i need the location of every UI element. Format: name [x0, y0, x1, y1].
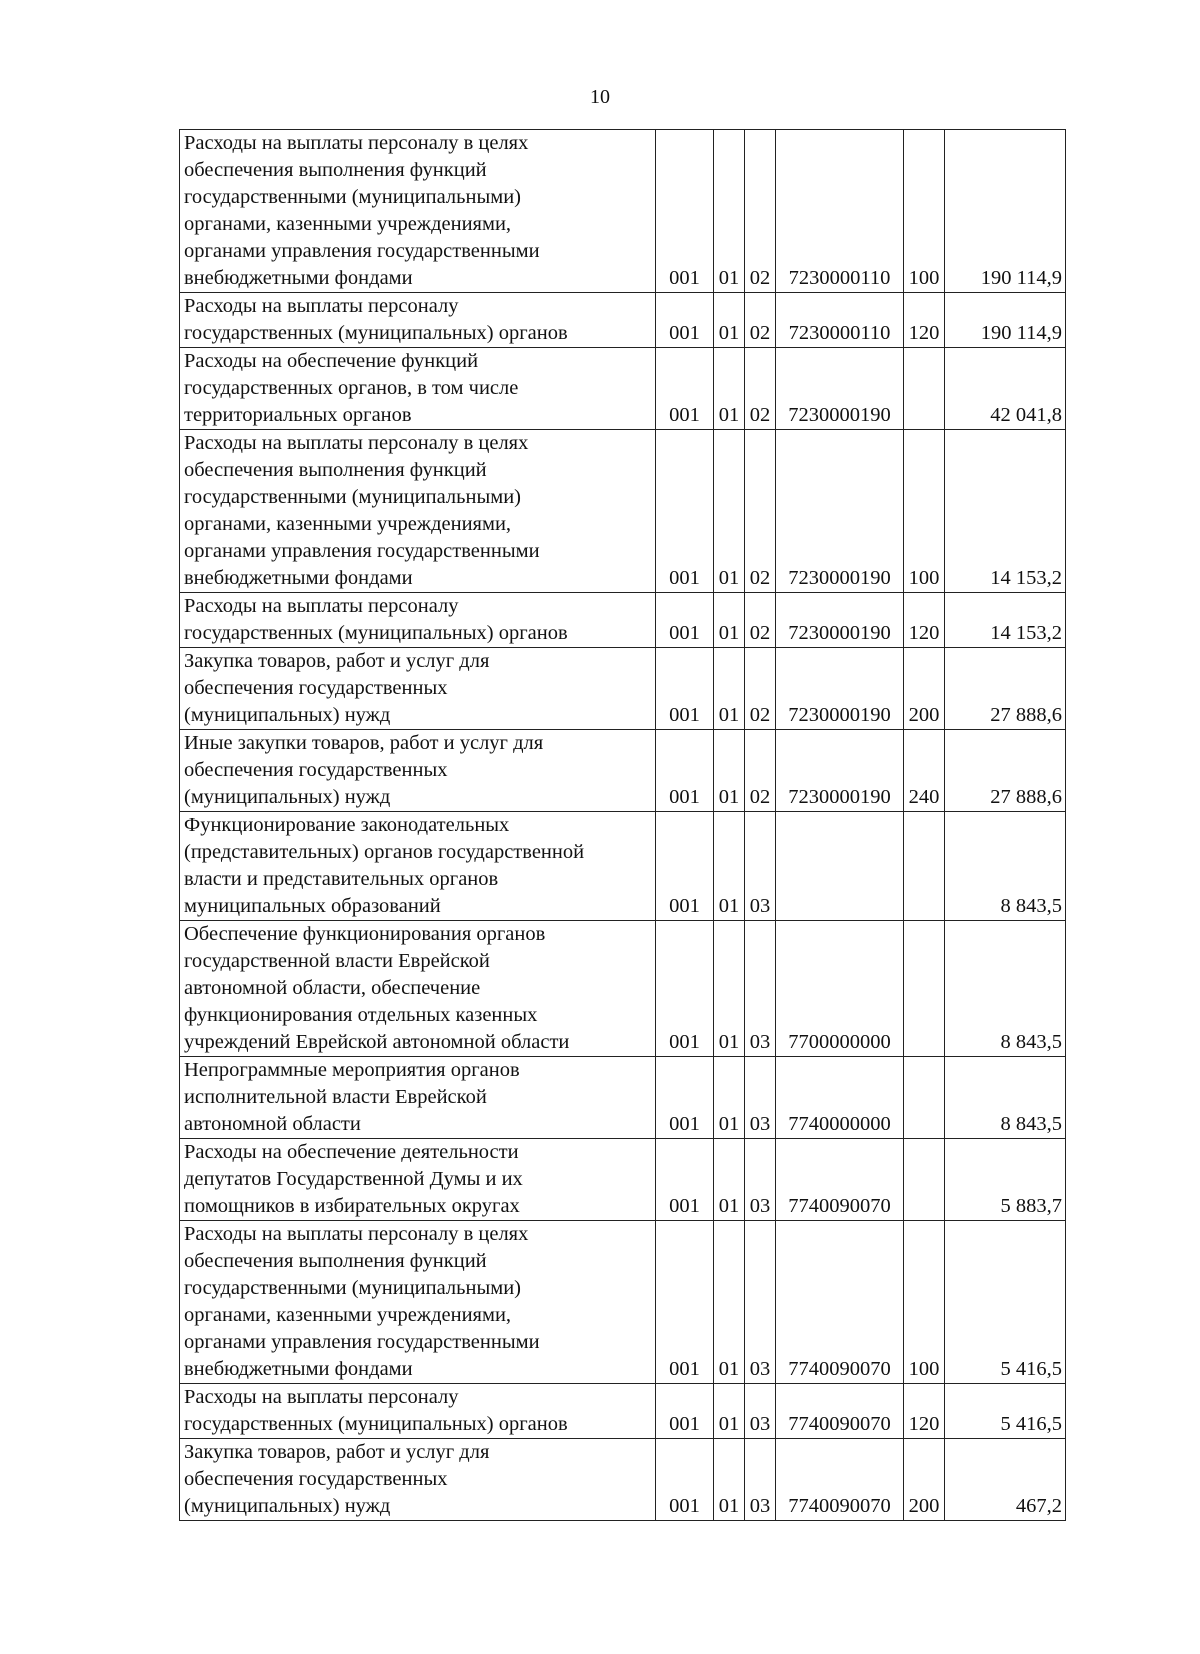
subsection-code-cell: 03	[745, 1384, 776, 1439]
expense-type-cell: 100	[904, 130, 945, 293]
item-name-line: помощников в избирательных округах	[184, 1195, 520, 1217]
target-article-cell: 7740090070	[776, 1384, 904, 1439]
expense-type-cell: 100	[904, 1221, 945, 1384]
table-row	[180, 812, 1066, 921]
item-name-line: муниципальных образований	[184, 895, 441, 917]
item-name-cell	[180, 593, 656, 648]
item-name-line: обеспечения государственных	[184, 1468, 448, 1490]
ved-code-cell: 001	[656, 1439, 714, 1521]
item-name-cell	[180, 348, 656, 430]
item-name-line: Обеспечение функционирования органов	[184, 923, 546, 945]
budget-table-body	[180, 130, 1066, 1521]
item-name-line: органами управления государственными	[184, 1331, 540, 1353]
table-row	[180, 1221, 1066, 1384]
item-name-line: (муниципальных) нужд	[184, 704, 391, 726]
section-code-cell: 01	[714, 921, 745, 1057]
section-code-cell: 01	[714, 593, 745, 648]
item-name-line: органами управления государственными	[184, 240, 540, 262]
item-name-line: органами управления государственными	[184, 540, 540, 562]
section-code-cell: 01	[714, 293, 745, 348]
subsection-code-cell: 02	[745, 593, 776, 648]
table-row	[180, 1057, 1066, 1139]
subsection-code-cell: 02	[745, 730, 776, 812]
section-code-cell: 01	[714, 648, 745, 730]
expense-type-cell	[904, 1139, 945, 1221]
item-name-line: государственными (муниципальными)	[184, 486, 521, 508]
table-row	[180, 921, 1066, 1057]
ved-code-cell: 001	[656, 730, 714, 812]
item-name-line: обеспечения выполнения функций	[184, 1250, 487, 1272]
subsection-code-cell: 03	[745, 1221, 776, 1384]
amount-cell: 5 883,7	[945, 1139, 1066, 1221]
target-article-cell	[776, 812, 904, 921]
ved-code-cell: 001	[656, 1221, 714, 1384]
subsection-code-cell: 02	[745, 648, 776, 730]
amount-cell: 5 416,5	[945, 1221, 1066, 1384]
table-row	[180, 348, 1066, 430]
section-code-cell: 01	[714, 1384, 745, 1439]
item-name-line: (муниципальных) нужд	[184, 786, 391, 808]
target-article-cell: 7230000190	[776, 730, 904, 812]
item-name-line: (представительных) органов государственной	[184, 841, 585, 863]
amount-cell: 190 114,9	[945, 293, 1066, 348]
table-row	[180, 593, 1066, 648]
item-name-line: государственными (муниципальными)	[184, 1277, 521, 1299]
item-name-line: автономной области, обеспечение	[184, 977, 481, 999]
item-name-cell	[180, 1221, 656, 1384]
section-code-cell: 01	[714, 1139, 745, 1221]
item-name-line: государственными (муниципальными)	[184, 186, 521, 208]
subsection-code-cell: 02	[745, 293, 776, 348]
ved-code-cell: 001	[656, 348, 714, 430]
section-code-cell: 01	[714, 130, 745, 293]
target-article-cell: 7230000190	[776, 648, 904, 730]
budget-table	[179, 129, 1066, 1521]
item-name-cell	[180, 293, 656, 348]
item-name-line: государственных (муниципальных) органов	[184, 322, 568, 344]
item-name-line: внебюджетными фондами	[184, 267, 413, 289]
amount-cell: 14 153,2	[945, 430, 1066, 593]
item-name-line: Расходы на обеспечение деятельности	[184, 1141, 519, 1163]
subsection-code-cell: 02	[745, 348, 776, 430]
item-name-line: государственных органов, в том числе	[184, 377, 519, 399]
amount-cell: 190 114,9	[945, 130, 1066, 293]
item-name-line: обеспечения государственных	[184, 759, 448, 781]
item-name-line: Непрограммные мероприятия органов	[184, 1059, 520, 1081]
item-name-line: Расходы на выплаты персоналу в целях	[184, 432, 529, 454]
table-row	[180, 430, 1066, 593]
item-name-line: Расходы на выплаты персоналу	[184, 595, 459, 617]
table-row	[180, 130, 1066, 293]
item-name-line: автономной области	[184, 1113, 361, 1135]
section-code-cell: 01	[714, 730, 745, 812]
ved-code-cell: 001	[656, 1139, 714, 1221]
item-name-cell	[180, 130, 656, 293]
item-name-cell	[180, 730, 656, 812]
item-name-line: органами, казенными учреждениями,	[184, 513, 512, 535]
item-name-line: обеспечения выполнения функций	[184, 159, 487, 181]
expense-type-cell: 240	[904, 730, 945, 812]
item-name-line: Закупка товаров, работ и услуг для	[184, 650, 490, 672]
item-name-line: власти и представительных органов	[184, 868, 499, 890]
item-name-line: Функционирование законодательных	[184, 814, 510, 836]
ved-code-cell: 001	[656, 293, 714, 348]
item-name-cell	[180, 812, 656, 921]
item-name-line: Расходы на выплаты персоналу в целях	[184, 1223, 529, 1245]
item-name-line: внебюджетными фондами	[184, 1358, 413, 1380]
item-name-line: обеспечения выполнения функций	[184, 459, 487, 481]
item-name-cell	[180, 430, 656, 593]
expense-type-cell	[904, 1057, 945, 1139]
subsection-code-cell: 02	[745, 430, 776, 593]
item-name-line: Иные закупки товаров, работ и услуг для	[184, 732, 544, 754]
item-name-line: Расходы на выплаты персоналу	[184, 295, 459, 317]
table-row	[180, 730, 1066, 812]
amount-cell: 5 416,5	[945, 1384, 1066, 1439]
section-code-cell: 01	[714, 1057, 745, 1139]
target-article-cell: 7230000190	[776, 348, 904, 430]
ved-code-cell: 001	[656, 130, 714, 293]
table-row	[180, 1384, 1066, 1439]
item-name-cell	[180, 1057, 656, 1139]
item-name-cell	[180, 921, 656, 1057]
target-article-cell: 7740090070	[776, 1139, 904, 1221]
item-name-cell	[180, 1139, 656, 1221]
ved-code-cell: 001	[656, 1057, 714, 1139]
table-row	[180, 293, 1066, 348]
item-name-line: Расходы на обеспечение функций	[184, 350, 479, 372]
amount-cell: 14 153,2	[945, 593, 1066, 648]
item-name-line: обеспечения государственных	[184, 677, 448, 699]
subsection-code-cell: 03	[745, 1139, 776, 1221]
item-name-line: депутатов Государственной Думы и их	[184, 1168, 523, 1190]
table-row	[180, 1139, 1066, 1221]
ved-code-cell: 001	[656, 1384, 714, 1439]
item-name-line: государственных (муниципальных) органов	[184, 1413, 568, 1435]
amount-cell: 27 888,6	[945, 730, 1066, 812]
target-article-cell: 7740000000	[776, 1057, 904, 1139]
table-row	[180, 648, 1066, 730]
item-name-cell	[180, 1384, 656, 1439]
target-article-cell: 7230000110	[776, 293, 904, 348]
subsection-code-cell: 03	[745, 1439, 776, 1521]
item-name-line: исполнительной власти Еврейской	[184, 1086, 487, 1108]
item-name-line: Расходы на выплаты персоналу в целях	[184, 132, 529, 154]
subsection-code-cell: 03	[745, 921, 776, 1057]
target-article-cell: 7740090070	[776, 1439, 904, 1521]
item-name-line: функционирования отдельных казенных	[184, 1004, 538, 1026]
page-number: 10	[590, 86, 610, 108]
section-code-cell: 01	[714, 430, 745, 593]
amount-cell: 8 843,5	[945, 812, 1066, 921]
item-name-line: учреждений Еврейской автономной области	[184, 1031, 570, 1053]
item-name-line: органами, казенными учреждениями,	[184, 213, 512, 235]
amount-cell: 8 843,5	[945, 921, 1066, 1057]
expense-type-cell	[904, 812, 945, 921]
expense-type-cell: 120	[904, 293, 945, 348]
item-name-cell	[180, 1439, 656, 1521]
expense-type-cell: 200	[904, 648, 945, 730]
target-article-cell: 7230000110	[776, 130, 904, 293]
expense-type-cell: 100	[904, 430, 945, 593]
amount-cell: 8 843,5	[945, 1057, 1066, 1139]
expense-type-cell	[904, 921, 945, 1057]
amount-cell: 42 041,8	[945, 348, 1066, 430]
item-name-line: территориальных органов	[184, 404, 412, 426]
item-name-line: (муниципальных) нужд	[184, 1495, 391, 1517]
item-name-line: внебюджетными фондами	[184, 567, 413, 589]
amount-cell: 467,2	[945, 1439, 1066, 1521]
subsection-code-cell: 02	[745, 130, 776, 293]
subsection-code-cell: 03	[745, 812, 776, 921]
expense-type-cell	[904, 348, 945, 430]
target-article-cell: 7700000000	[776, 921, 904, 1057]
ved-code-cell: 001	[656, 921, 714, 1057]
section-code-cell: 01	[714, 348, 745, 430]
item-name-line: органами, казенными учреждениями,	[184, 1304, 512, 1326]
table-row	[180, 1439, 1066, 1521]
section-code-cell: 01	[714, 812, 745, 921]
expense-type-cell: 120	[904, 593, 945, 648]
ved-code-cell: 001	[656, 593, 714, 648]
target-article-cell: 7230000190	[776, 430, 904, 593]
item-name-line: Закупка товаров, работ и услуг для	[184, 1441, 490, 1463]
ved-code-cell: 001	[656, 812, 714, 921]
target-article-cell: 7230000190	[776, 593, 904, 648]
amount-cell: 27 888,6	[945, 648, 1066, 730]
section-code-cell: 01	[714, 1221, 745, 1384]
section-code-cell: 01	[714, 1439, 745, 1521]
item-name-line: государственной власти Еврейской	[184, 950, 490, 972]
target-article-cell: 7740090070	[776, 1221, 904, 1384]
item-name-line: Расходы на выплаты персоналу	[184, 1386, 459, 1408]
item-name-line: государственных (муниципальных) органов	[184, 622, 568, 644]
item-name-cell	[180, 648, 656, 730]
ved-code-cell: 001	[656, 430, 714, 593]
expense-type-cell: 120	[904, 1384, 945, 1439]
expense-type-cell: 200	[904, 1439, 945, 1521]
subsection-code-cell: 03	[745, 1057, 776, 1139]
ved-code-cell: 001	[656, 648, 714, 730]
